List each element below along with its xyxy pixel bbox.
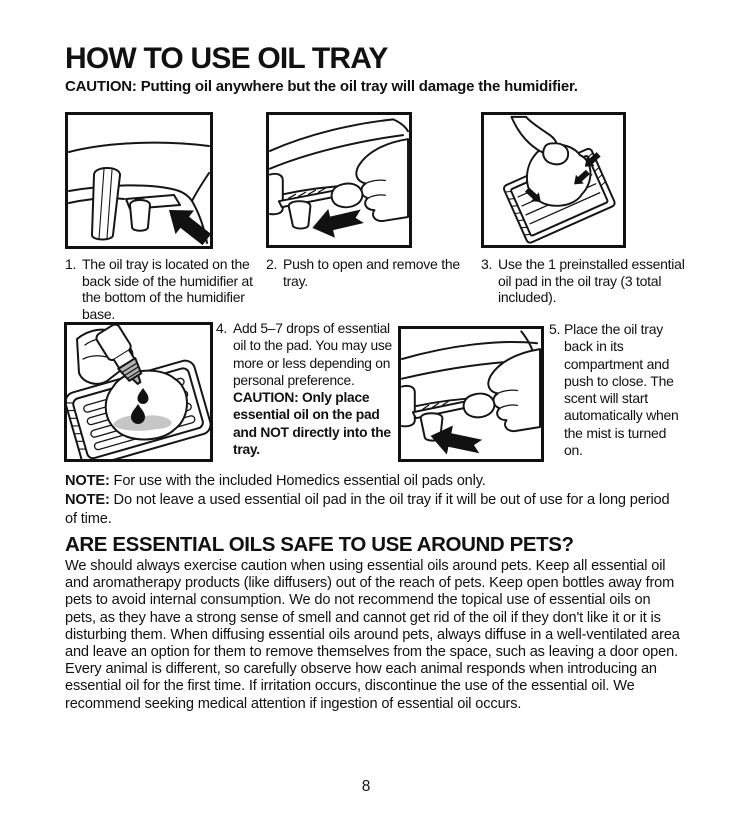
step2-number: 2. bbox=[266, 256, 278, 272]
step2-figure bbox=[266, 112, 412, 248]
step1-caption bbox=[65, 256, 267, 322]
oil-tray-location-illustration bbox=[68, 115, 210, 246]
step5-figure bbox=[398, 326, 544, 462]
step1-number: 1. bbox=[65, 256, 77, 272]
caution-line: CAUTION: Putting oil anywhere but the oil tray will damage the humidifier. bbox=[65, 78, 578, 95]
step4-text bbox=[233, 320, 400, 458]
step5-number: 5. bbox=[549, 321, 561, 337]
hand-placing-pad-illustration bbox=[484, 115, 623, 245]
hand-removing-tray-illustration bbox=[269, 115, 409, 245]
step3-text: Use the 1 preinstalled essential oil pad in the oil tray (3 total included). bbox=[498, 256, 685, 306]
step2-caption bbox=[266, 256, 466, 289]
note1-text: For use with the included Homedics essential oil pads only. bbox=[109, 473, 486, 489]
step5-text: Place the oil tray back in its compartment and push to close. The scent will start automatically when the mist is turned on. bbox=[564, 321, 679, 459]
step4-text-plain: Add 5–7 drops of essential oil to the pad. You may use more or less depending on personal preference. bbox=[233, 321, 392, 388]
pets-section-heading: ARE ESSENTIAL OILS SAFE TO USE AROUND PETS? bbox=[65, 533, 574, 556]
arrow-icon bbox=[309, 202, 366, 242]
step4-caption bbox=[216, 320, 400, 458]
step5-caption bbox=[549, 321, 681, 459]
note2-label: NOTE: bbox=[65, 492, 110, 508]
step3-number: 3. bbox=[481, 256, 493, 272]
dropper-bottle-illustration bbox=[67, 325, 210, 459]
step4-number: 4. bbox=[216, 321, 228, 336]
hand-closing-tray-illustration bbox=[401, 329, 541, 459]
step1-text: The oil tray is located on the back side of the humidifier at the bottom of the humidifier base. bbox=[82, 256, 253, 322]
note1-label: NOTE: bbox=[65, 473, 110, 489]
page-number: 8 bbox=[361, 778, 371, 795]
pets-section-body: We should always exercise caution when using essential oils around pets. Keep all essential oil and aromatherapy products (like diffusers) out of the reach of pets. Keep open bottles away from pets to avoid internal consumption. We do not recommend the topical use of essential oils on pets, as they have a strong sense of smell and cannot get rid of the oil if they don't like it or it is disturbing them. When diffusing essential oils around pets, always diffuse in a well-ventilated area and leave an option for them to remove themselves from the space, such as leaving a door open. Every animal is different, so carefully observe how each animal responds when introducing an essential oil for the first time. If irritation occurs, discontinue the use of the essential oil. We recommend seeking medical attention if ingestion of essential oil occurs. bbox=[65, 558, 680, 712]
step2-text: Push to open and remove the tray. bbox=[283, 256, 460, 289]
page-title: HOW TO USE OIL TRAY bbox=[65, 42, 388, 75]
note2-text: Do not leave a used essential oil pad in the oil tray if it will be out of use for a long period of time. bbox=[65, 492, 670, 527]
step4-caution-bold: CAUTION: Only place essential oil on the pad and NOT directly into the tray. bbox=[233, 390, 391, 458]
step3-figure bbox=[481, 112, 626, 248]
step1-figure bbox=[65, 112, 213, 249]
note-line-2 bbox=[65, 491, 681, 529]
step3-caption bbox=[481, 256, 689, 306]
step4-figure bbox=[64, 322, 213, 462]
note-line-1 bbox=[65, 472, 681, 491]
